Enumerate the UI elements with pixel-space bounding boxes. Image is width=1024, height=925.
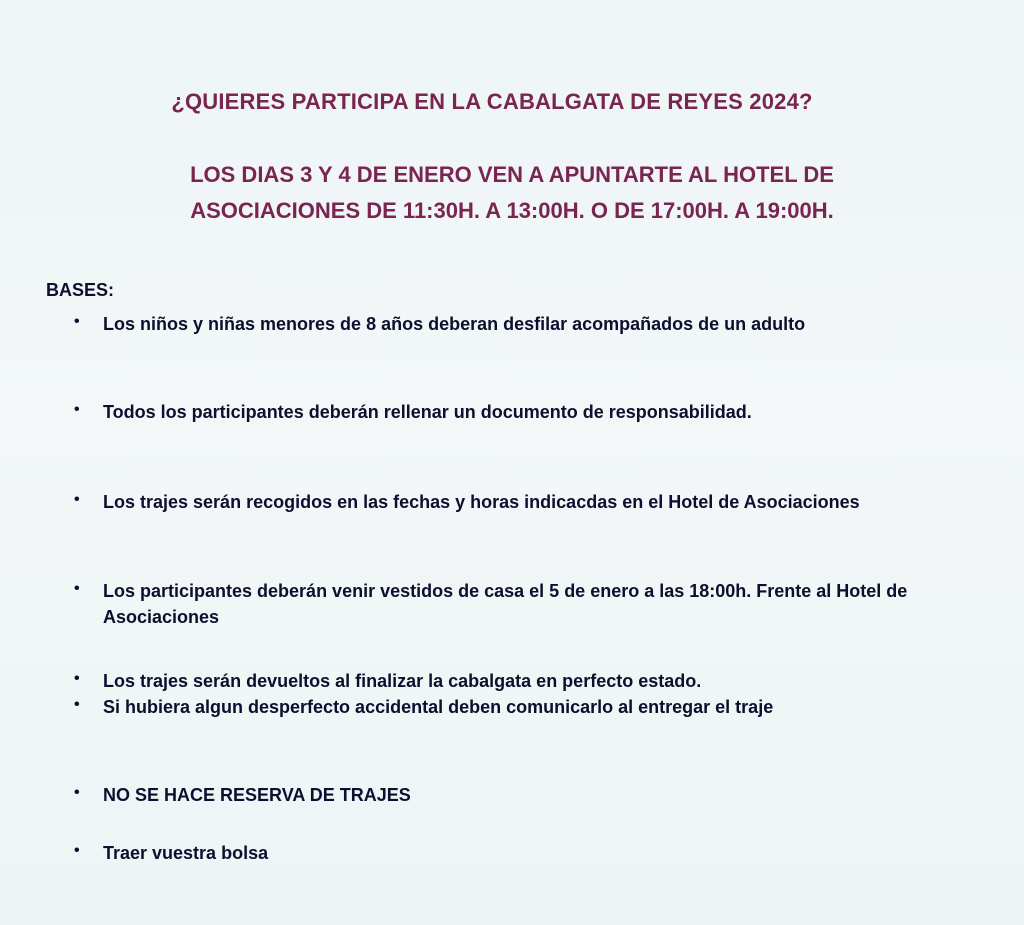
rule-text: Los participantes deberán venir vestidos de casa el 5 de enero a las 18:00h. Frente al Hotel de Asociaciones [103,581,908,627]
schedule-line-2: ASOCIACIONES DE 11:30H. A 13:00H. O DE 17:00H. A 19:00H. [190,198,834,223]
bullet-icon: • [74,401,80,418]
rule-item [74,782,933,808]
bullet-icon: • [74,491,80,508]
rule-text: Los niños y niñas menores de 8 años deberan desfilar acompañados de un adulto [103,314,806,334]
rule-item [74,840,933,866]
rule-text: Los trajes serán recogidos en las fechas y horas indicacdas en el Hotel de Asociaciones [103,492,860,512]
rule-item [74,694,933,720]
bullet-icon: • [74,670,80,687]
bullet-icon: • [74,696,80,713]
bullet-icon: • [74,580,80,597]
schedule-line-1: LOS DIAS 3 Y 4 DE ENERO VEN A APUNTARTE AL HOTEL DE [190,162,834,187]
rule-item [74,311,933,337]
bullet-icon: • [74,784,80,801]
bullet-icon: • [74,313,80,330]
notice-title: ¿QUIERES PARTICIPA EN LA CABALGATA DE REYES 2024? [171,89,813,114]
rule-text: NO SE HACE RESERVA DE TRAJES [103,785,411,805]
rule-item [74,489,933,515]
rule-item [74,578,933,630]
rule-text: Todos los participantes deberán rellenar un documento de responsabilidad. [103,402,752,422]
rule-text: Los trajes serán devueltos al finalizar la cabalgata en perfecto estado. [103,671,702,691]
rule-text: Traer vuestra bolsa [103,843,269,863]
rule-item [74,668,933,694]
rule-item [74,399,933,425]
bases-heading: BASES: [46,280,115,300]
rule-text: Si hubiera algun desperfecto accidental deben comunicarlo al entregar el traje [103,697,774,717]
bullet-icon: • [74,842,80,859]
